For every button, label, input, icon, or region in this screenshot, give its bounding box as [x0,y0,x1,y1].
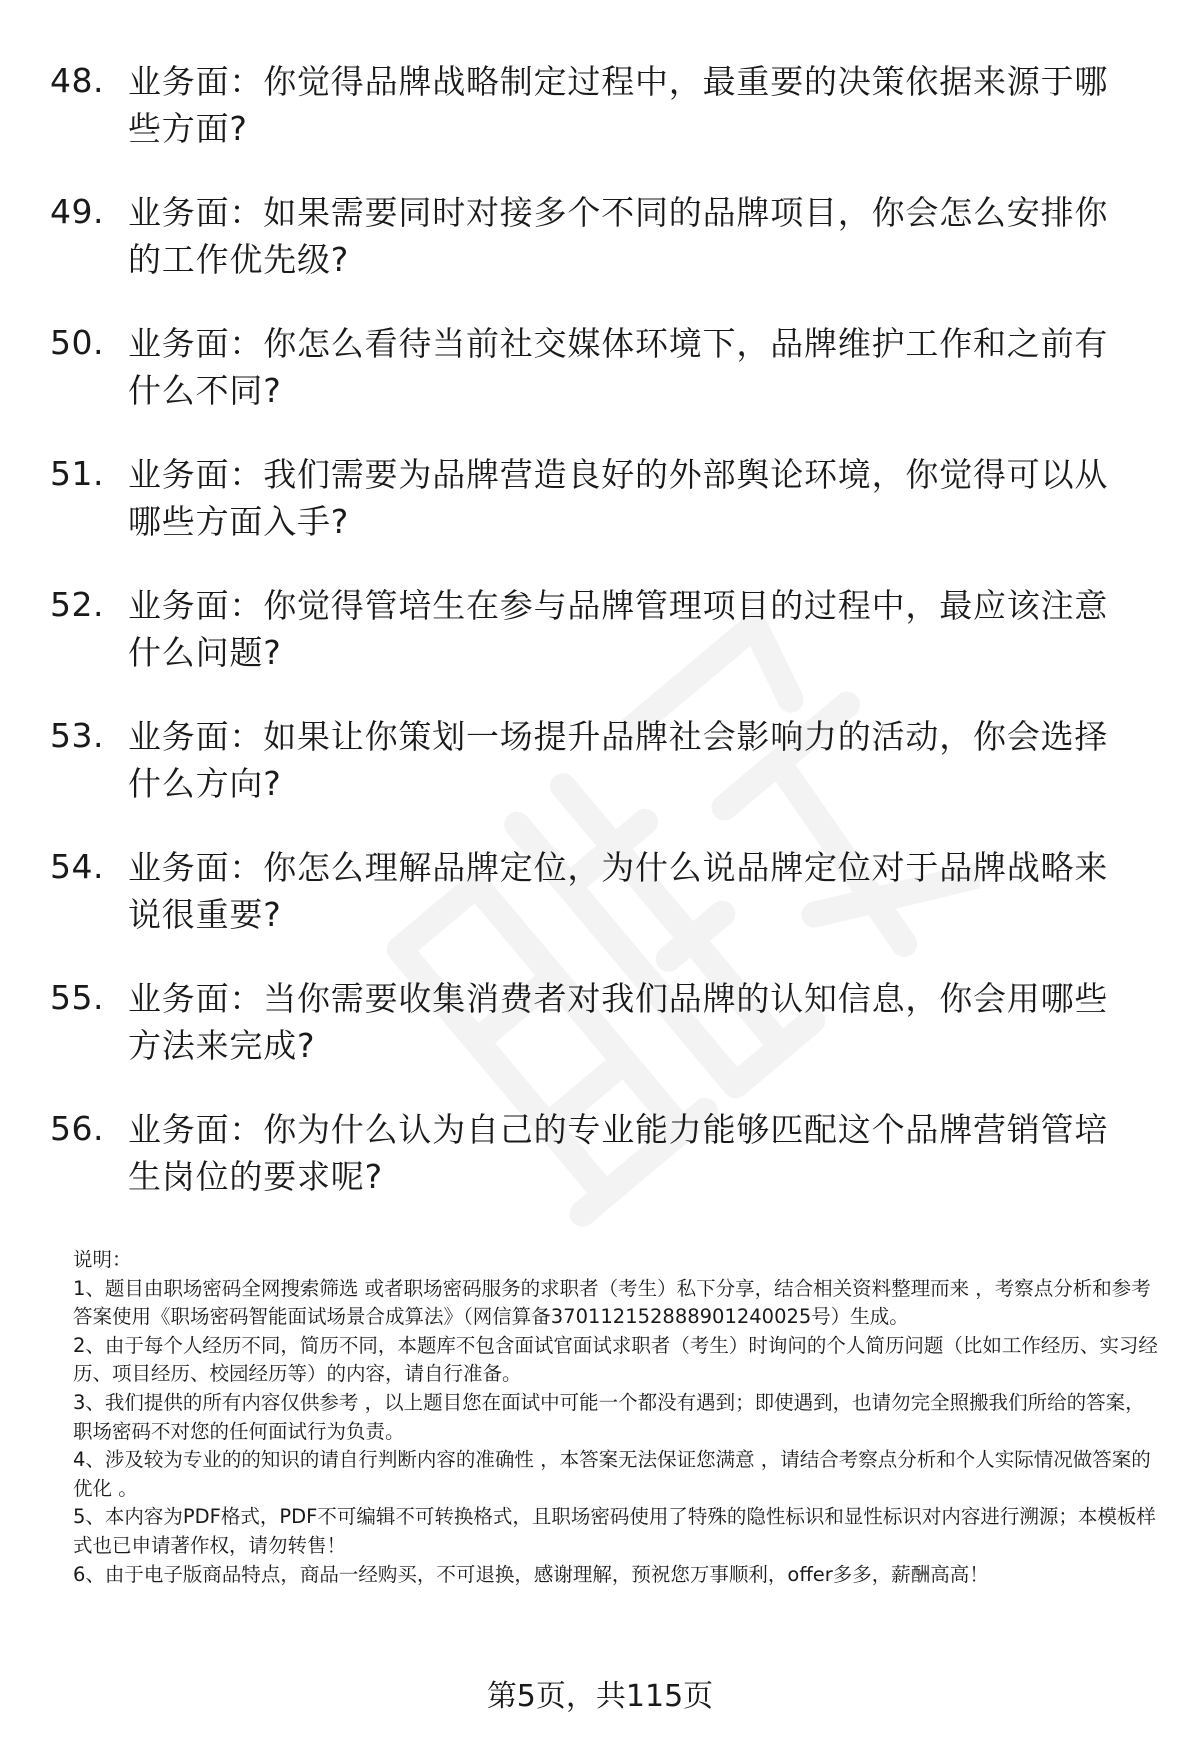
question-text: 业务面：当你需要收集消费者对我们品牌的认知信息，你会用哪些方法来完成? [128,979,1109,1065]
question-item [50,189,1150,299]
question-number: 48. [50,61,104,100]
question-number: 51. [50,454,104,493]
question-list [50,58,1150,1237]
question-text: 业务面：我们需要为品牌营造良好的外部舆论环境，你觉得可以从哪些方面入手? [128,455,1109,541]
question-text: 业务面：你怎么看待当前社交媒体环境下，品牌维护工作和之前有什么不同? [128,324,1109,410]
page-number-footer: 第5页，共115页 [486,1679,714,1714]
question-item [50,713,1150,823]
question-number: 50. [50,323,104,362]
question-number: 54. [50,847,104,886]
question-number: 56. [50,1109,104,1148]
question-item [50,582,1150,692]
question-item [50,320,1150,430]
question-item [50,1106,1150,1216]
question-number: 55. [50,978,104,1017]
question-number: 53. [50,716,104,755]
note-item: 2、由于每个人经历不同，简历不同，本题库不包含面试官面试求职者（考生）时询问的个人简历问题（比如工作经历、实习经历、项目经历、校园经历等）的内容，请自行准备。 [73,1333,1158,1386]
question-item [50,451,1150,561]
notes-section [73,1246,1161,1589]
question-item [50,844,1150,954]
question-item [50,975,1150,1085]
question-text: 业务面：如果需要同时对接多个不同的品牌项目，你会怎么安排你的工作优先级? [128,193,1109,279]
question-text: 业务面：如果让你策划一场提升品牌社会影响力的活动，你会选择什么方向? [128,717,1109,803]
question-number: 49. [50,192,104,231]
note-item: 6、由于电子版商品特点，商品一经购买，不可退换，感谢理解，预祝您万事顺利，offer多多，薪酬高高！ [73,1562,989,1586]
question-text: 业务面：你觉得管培生在参与品牌管理项目的过程中，最应该注意什么问题? [128,586,1109,672]
note-item: 1、题目由职场密码全网搜索筛选 或者职场密码服务的求职者（考生）私下分享，结合相关资料整理而来 ，考察点分析和参考答案使用《职场密码智能面试场景合成算法》（网信算备370112152888901240025号）生成。 [73,1276,1151,1329]
question-number: 52. [50,585,104,624]
note-item: 5、本内容为PDF格式，PDF不可编辑不可转换格式，且职场密码使用了特殊的隐性标识和显性标识对内容进行溯源；本模板样式也已申请著作权，请勿转售！ [73,1505,1156,1557]
note-item: 4、涉及较为专业的的知识的请自行判断内容的准确性 ，本答案无法保证您满意 ，请结合考察点分析和个人实际情况做答案的优化 。 [73,1448,1151,1500]
question-text: 业务面：你为什么认为自己的专业能力能够匹配这个品牌营销管培生岗位的要求呢? [128,1110,1109,1196]
note-item: 3、我们提供的所有内容仅供参考 ，以上题目您在面试中可能一个都没有遇到；即使遇到，也请勿完全照搬我们所给的答案，职场密码不对您的任何面试行为负责。 [73,1390,1145,1443]
question-text: 业务面：你觉得品牌战略制定过程中，最重要的决策依据来源于哪些方面? [128,62,1109,148]
question-item [50,58,1150,168]
notes-title: 说明： [73,1248,132,1271]
question-text: 业务面：你怎么理解品牌定位，为什么说品牌定位对于品牌战略来说很重要? [128,848,1109,934]
